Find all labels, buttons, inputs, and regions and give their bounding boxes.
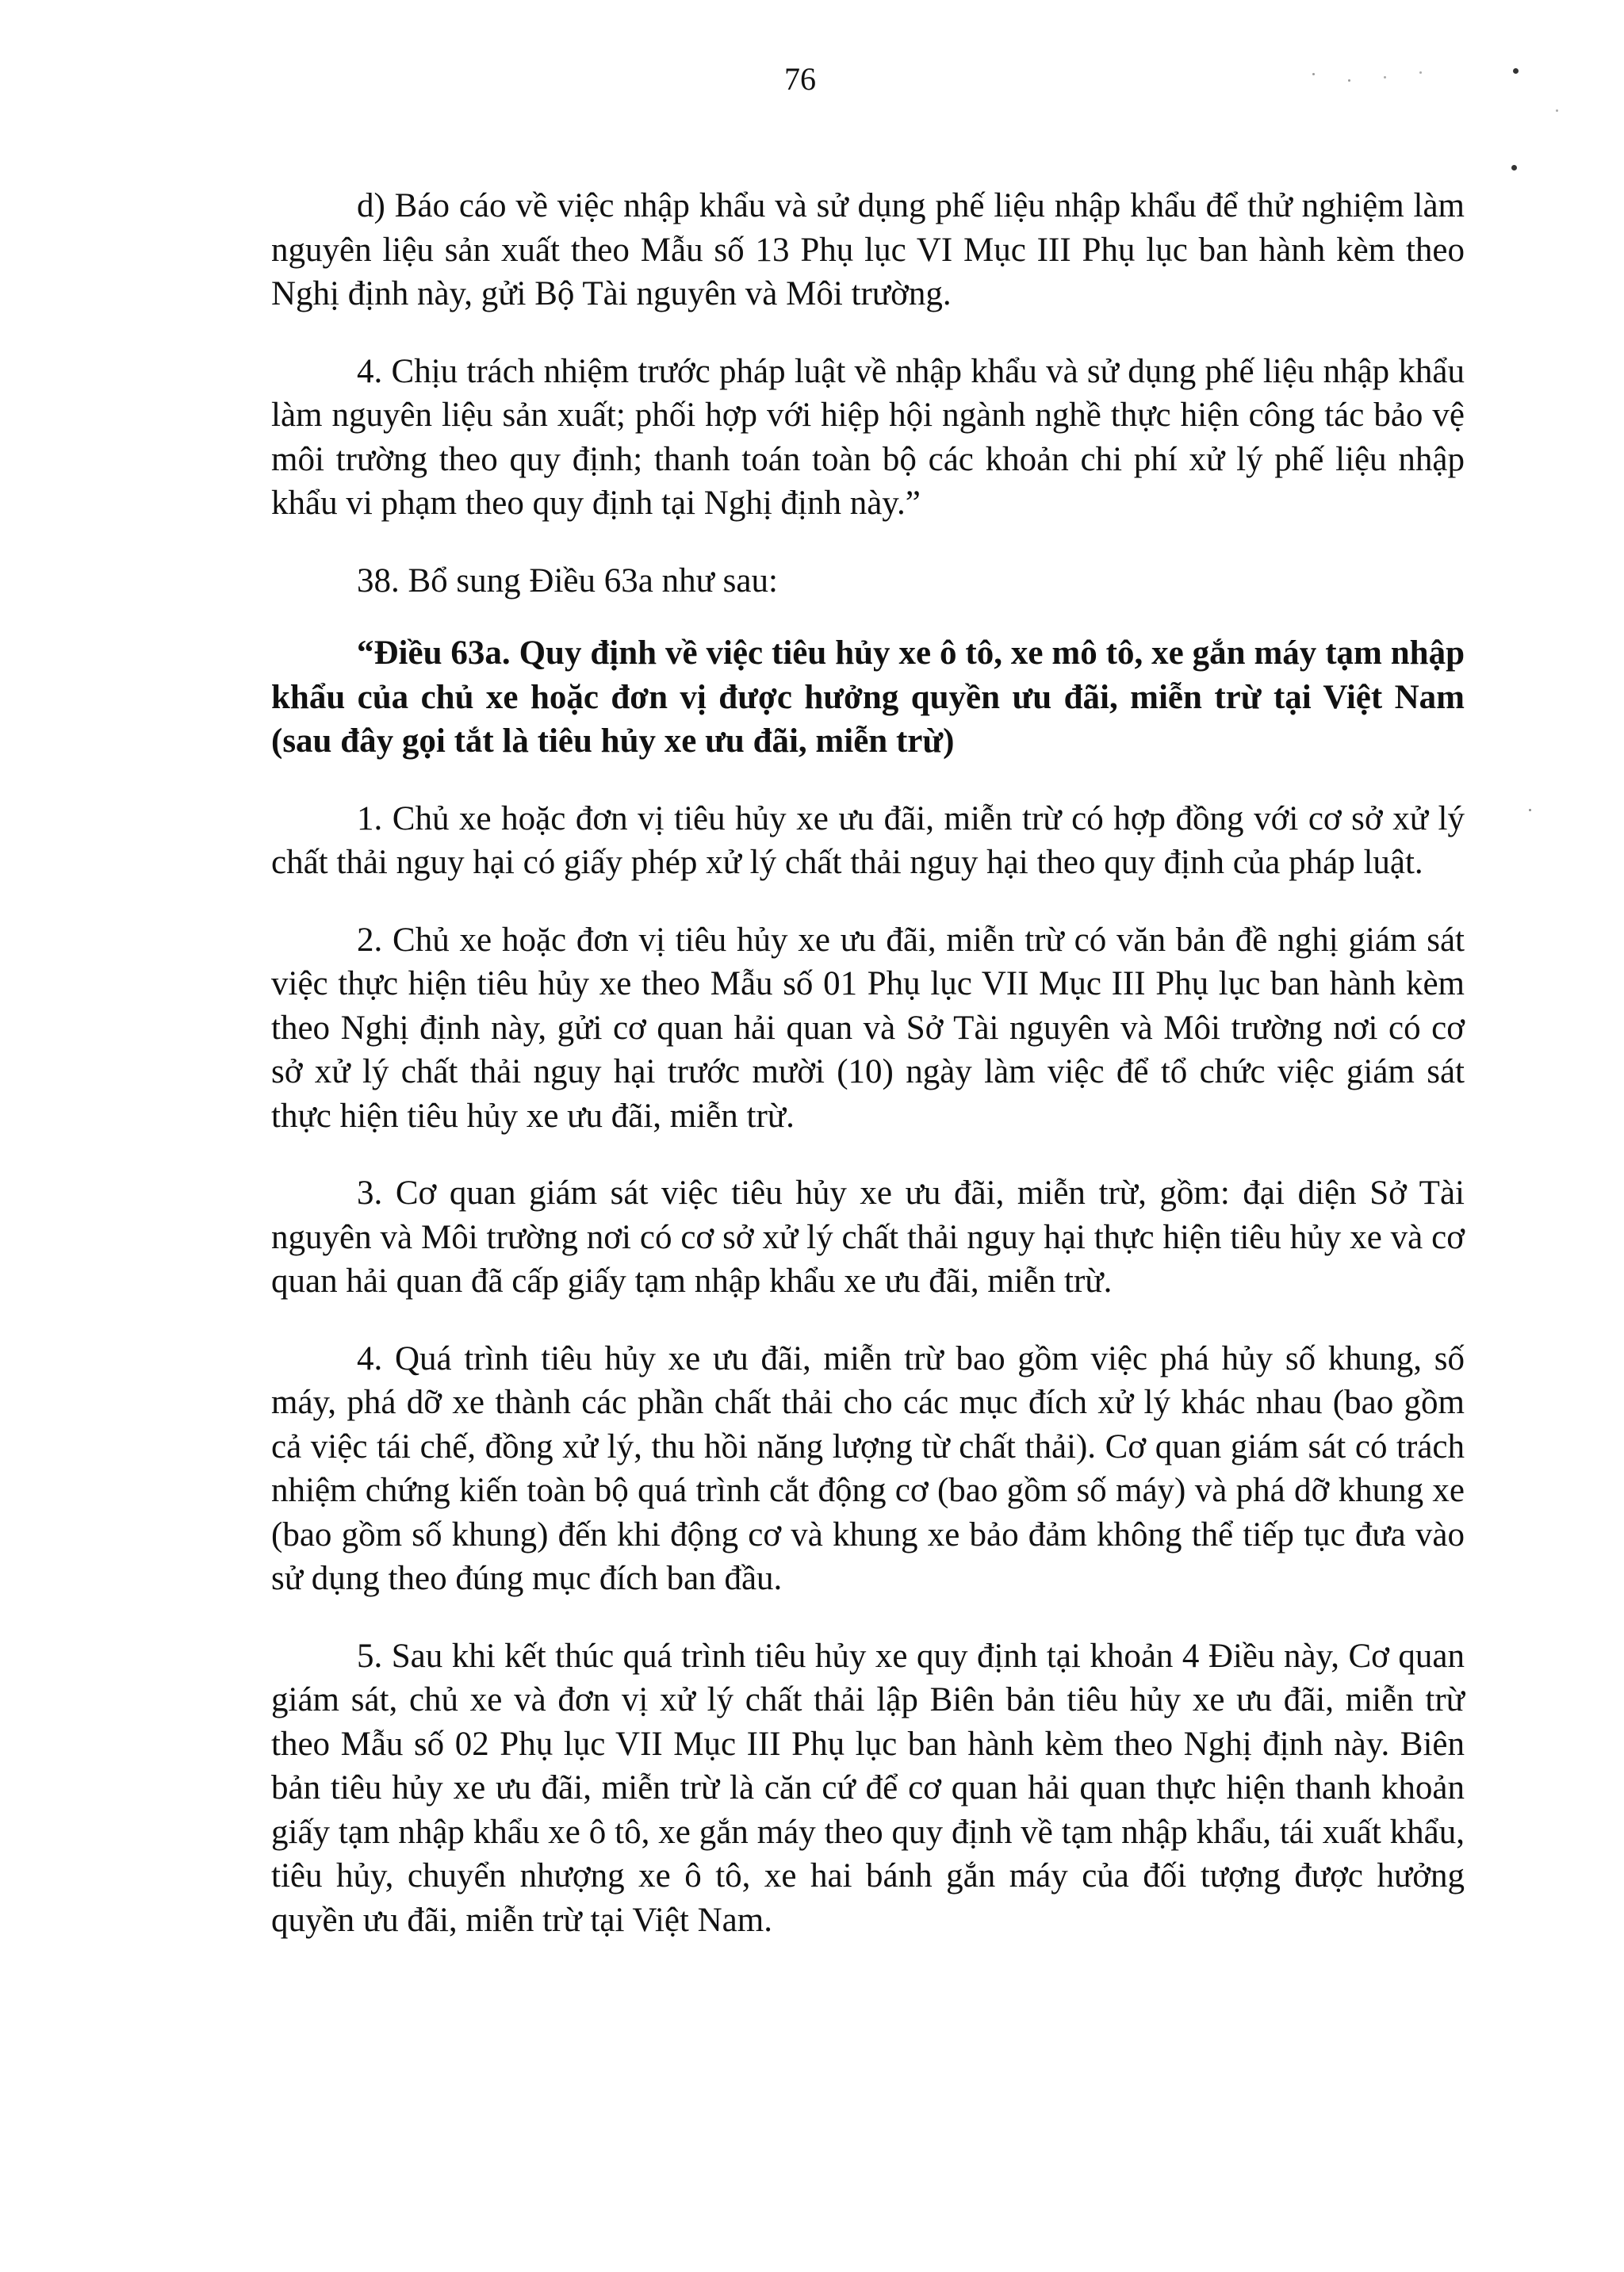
article-clause-2: 2. Chủ xe hoặc đơn vị tiêu hủy xe ưu đãi, miễn trừ có văn bản đề nghị giám sát việc thực hiện tiêu hủy xe theo Mẫu số 01 Phụ lục VII Mục III Phụ lục ban hành kèm theo Nghị định này, gửi cơ quan hải quan và Sở Tài nguyên và Môi trường nơi có cơ sở xử lý chất thải nguy hại trước mười (10) ngày làm việc để tổ chức việc giám sát thực hiện tiêu hủy xe ưu đãi, miễn trừ.: [271, 921, 1465, 1135]
scan-speck: [1529, 809, 1531, 811]
article-clause-4: 4. Quá trình tiêu hủy xe ưu đãi, miễn trừ bao gồm việc phá hủy số khung, số máy, phá dỡ xe thành các phần chất thải cho các mục đích xử lý khác nhau (bao gồm cả việc tái chế, đồng xử lý, thu hồi năng lượng từ chất thải). Cơ quan giám sát có trách nhiệm chứng kiến toàn bộ quá trình cắt động cơ (bao gồm số máy) và phá dỡ khung xe (bao gồm số khung) đến khi động cơ và khung xe bảo đảm không thể tiếp tục đưa vào sử dụng theo đúng mục đích ban đầu.: [271, 1339, 1465, 1597]
paragraph-item-d: d) Báo cáo về việc nhập khẩu và sử dụng phế liệu nhập khẩu để thử nghiệm làm nguyên liệu sản xuất theo Mẫu số 13 Phụ lục VI Mục III Phụ lục ban hành kèm theo Nghị định này, gửi Bộ Tài nguyên và Môi trường.: [271, 187, 1465, 312]
amendment-intro: 38. Bổ sung Điều 63a như sau:: [357, 561, 778, 600]
paragraph-clause-4: 4. Chịu trách nhiệm trước pháp luật về nhập khẩu và sử dụng phế liệu nhập khẩu làm nguyên liệu sản xuất; phối hợp với hiệp hội ngành nghề thực hiện công tác bảo vệ môi trường theo quy định; thanh toán toàn bộ các khoản chi phí xử lý phế liệu nhập khẩu vi phạm theo quy định tại Nghị định này.”: [271, 352, 1465, 522]
article-clause-3: 3. Cơ quan giám sát việc tiêu hủy xe ưu đãi, miễn trừ, gồm: đại diện Sở Tài nguyên và Môi trường nơi có cơ sở xử lý chất thải nguy hại thực hiện tiêu hủy xe và cơ quan hải quan đã cấp giấy tạm nhập khẩu xe ưu đãi, miễn trừ.: [271, 1174, 1465, 1300]
article-clause-5: 5. Sau khi kết thúc quá trình tiêu hủy xe quy định tại khoản 4 Điều này, Cơ quan giám sát, chủ xe và đơn vị xử lý chất thải lập Biên bản tiêu hủy xe ưu đãi, miễn trừ theo Mẫu số 02 Phụ lục VII Mục III Phụ lục ban hành kèm theo Nghị định này. Biên bản tiêu hủy xe ưu đãi, miễn trừ là căn cứ để cơ quan hải quan thực hiện thanh khoản giấy tạm nhập khẩu xe ô tô, xe gắn máy theo quy định về tạm nhập khẩu, tái xuất khẩu, tiêu hủy, chuyển nhượng xe ô tô, xe hai bánh gắn máy của đối tượng được hưởng quyền ưu đãi, miễn trừ tại Việt Nam.: [271, 1637, 1465, 1939]
article-heading: “Điều 63a. Quy định về việc tiêu hủy xe ô tô, xe mô tô, xe gắn máy tạm nhập khẩu của chủ xe hoặc đơn vị được hưởng quyền ưu đãi, miễn trừ tại Việt Nam (sau đây gọi tắt là tiêu hủy xe ưu đãi, miễn trừ): [271, 634, 1465, 760]
document-body: [271, 184, 1465, 1975]
scan-speck: [1556, 109, 1558, 112]
article-clause-1: 1. Chủ xe hoặc đơn vị tiêu hủy xe ưu đãi, miễn trừ có hợp đồng với cơ sở xử lý chất thải nguy hại có giấy phép xử lý chất thải nguy hại theo quy định của pháp luật.: [271, 799, 1465, 881]
scan-speck: [1511, 165, 1517, 170]
page-number: 76: [784, 61, 816, 97]
